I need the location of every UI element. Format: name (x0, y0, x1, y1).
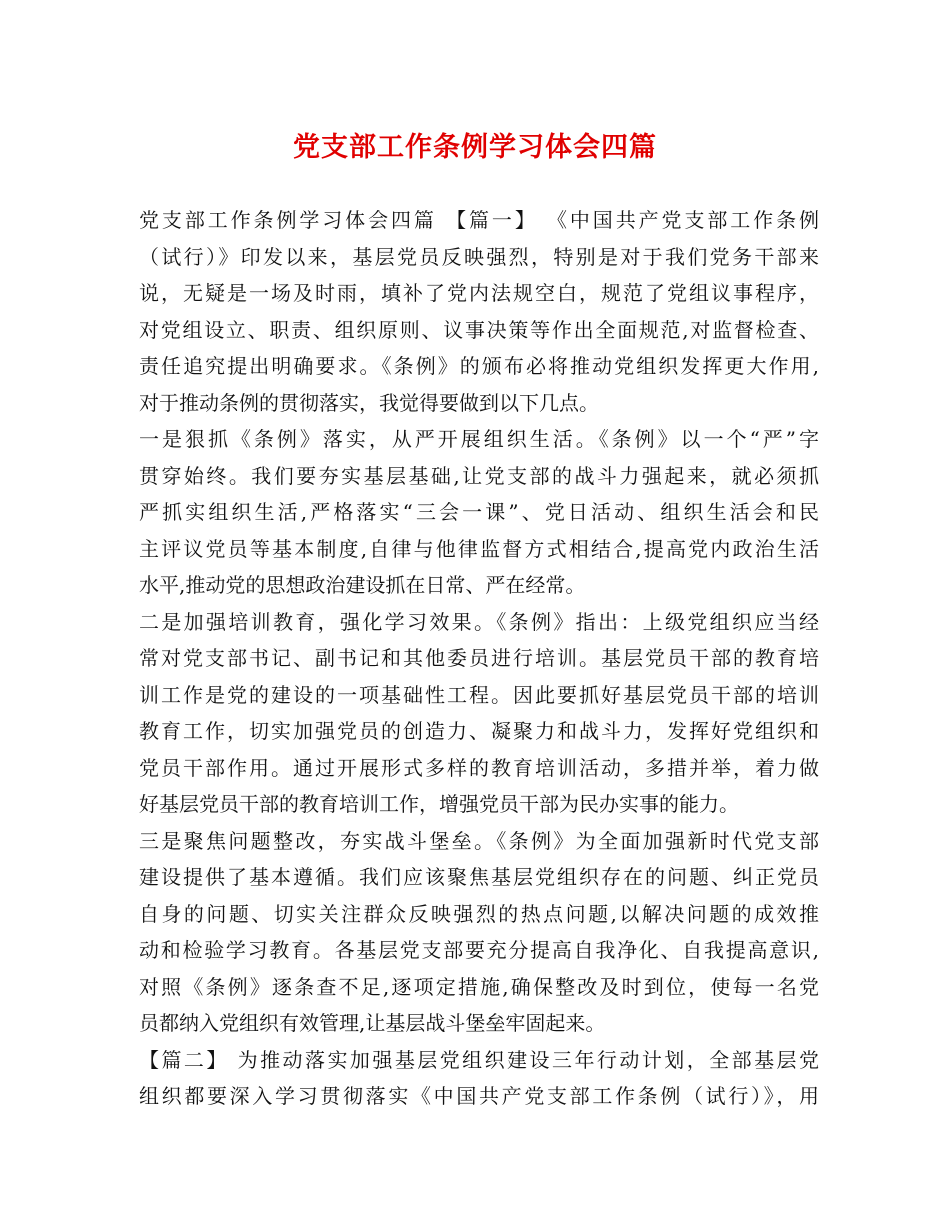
text-line: 组织都要深入学习贯彻落实《中国共产党支部工作条例（试行）》，用 (139, 1084, 819, 1108)
text-line: 对党组设立、职责、组织原则、议事决策等作出全面规范,对监督检查、 (139, 317, 819, 342)
text-line: 对于推动条例的贯彻落实，我觉得要做到以下几点。 (139, 390, 599, 415)
text-line: 对照《条例》逐条查不足,逐项定措施,确保整改及时到位，使每一名党 (139, 974, 819, 999)
document-title: 党支部工作条例学习体会四篇 (293, 132, 657, 163)
text-line: 常对党支部书记、副书记和其他委员进行培训。基层党员干部的教育培 (139, 646, 819, 670)
text-line: 党支部工作条例学习体会四篇 【篇一】 《中国共产党支部工作条例 (139, 208, 819, 232)
text-line: 说，无疑是一场及时雨，填补了党内法规空白，规范了党组议事程序， (139, 281, 819, 305)
text-line: （试行）》印发以来，基层党员反映强烈，特别是对于我们党务干部来 (139, 244, 819, 269)
text-line: 主评议党员等基本制度,自律与他律监督方式相结合,提高党内政治生活 (139, 536, 819, 561)
text-line: 责任追究提出明确要求。《条例》的颁布必将推动党组织发挥更大作用, (139, 354, 819, 378)
text-line: 二是加强培训教育，强化学习效果。《条例》指出：上级党组织应当经 (139, 609, 819, 634)
text-line: 员都纳入党组织有效管理,让基层战斗堡垒牢固起来。 (139, 1011, 606, 1035)
text-line: 三是聚焦问题整改，夯实战斗堡垒。《条例》为全面加强新时代党支部 (139, 828, 819, 853)
text-line: 贯穿始终。我们要夯实基层基础,让党支部的战斗力强起来，就必须抓 (139, 463, 819, 488)
text-line: 水平,推动党的思想政治建设抓在日常、严在经常。 (139, 573, 586, 597)
text-line: 一是狠抓《条例》落实，从严开展组织生活。《条例》以一个“严”字 (139, 427, 819, 451)
text-line: 自身的问题、切实关注群众反映强烈的热点问题,以解决问题的成效推 (139, 901, 819, 926)
text-line: 建设提供了基本遵循。我们应该聚焦基层党组织存在的问题、纠正党员 (139, 865, 819, 889)
document-body (139, 202, 819, 1115)
text-line: 党员干部作用。通过开展形式多样的教育培训活动，多措并举，着力做 (139, 755, 819, 780)
text-line: 教育工作，切实加强党员的创造力、凝聚力和战斗力，发挥好党组织和 (139, 719, 819, 743)
text-line: 严抓实组织生活,严格落实“三会一课”、党日活动、组织生活会和民 (139, 500, 819, 524)
text-line: 训工作是党的建设的一项基础性工程。因此要抓好基层党员干部的培训 (139, 682, 819, 707)
text-line: 好基层党员干部的教育培训工作，增强党员干部为民办实事的能力。 (139, 792, 739, 816)
text-line: 【篇二】 为推动落实加强基层党组织建设三年行动计划，全部基层党 (139, 1047, 819, 1072)
text-line: 动和检验学习教育。各基层党支部要充分提高自我净化、自我提高意识, (139, 938, 819, 962)
